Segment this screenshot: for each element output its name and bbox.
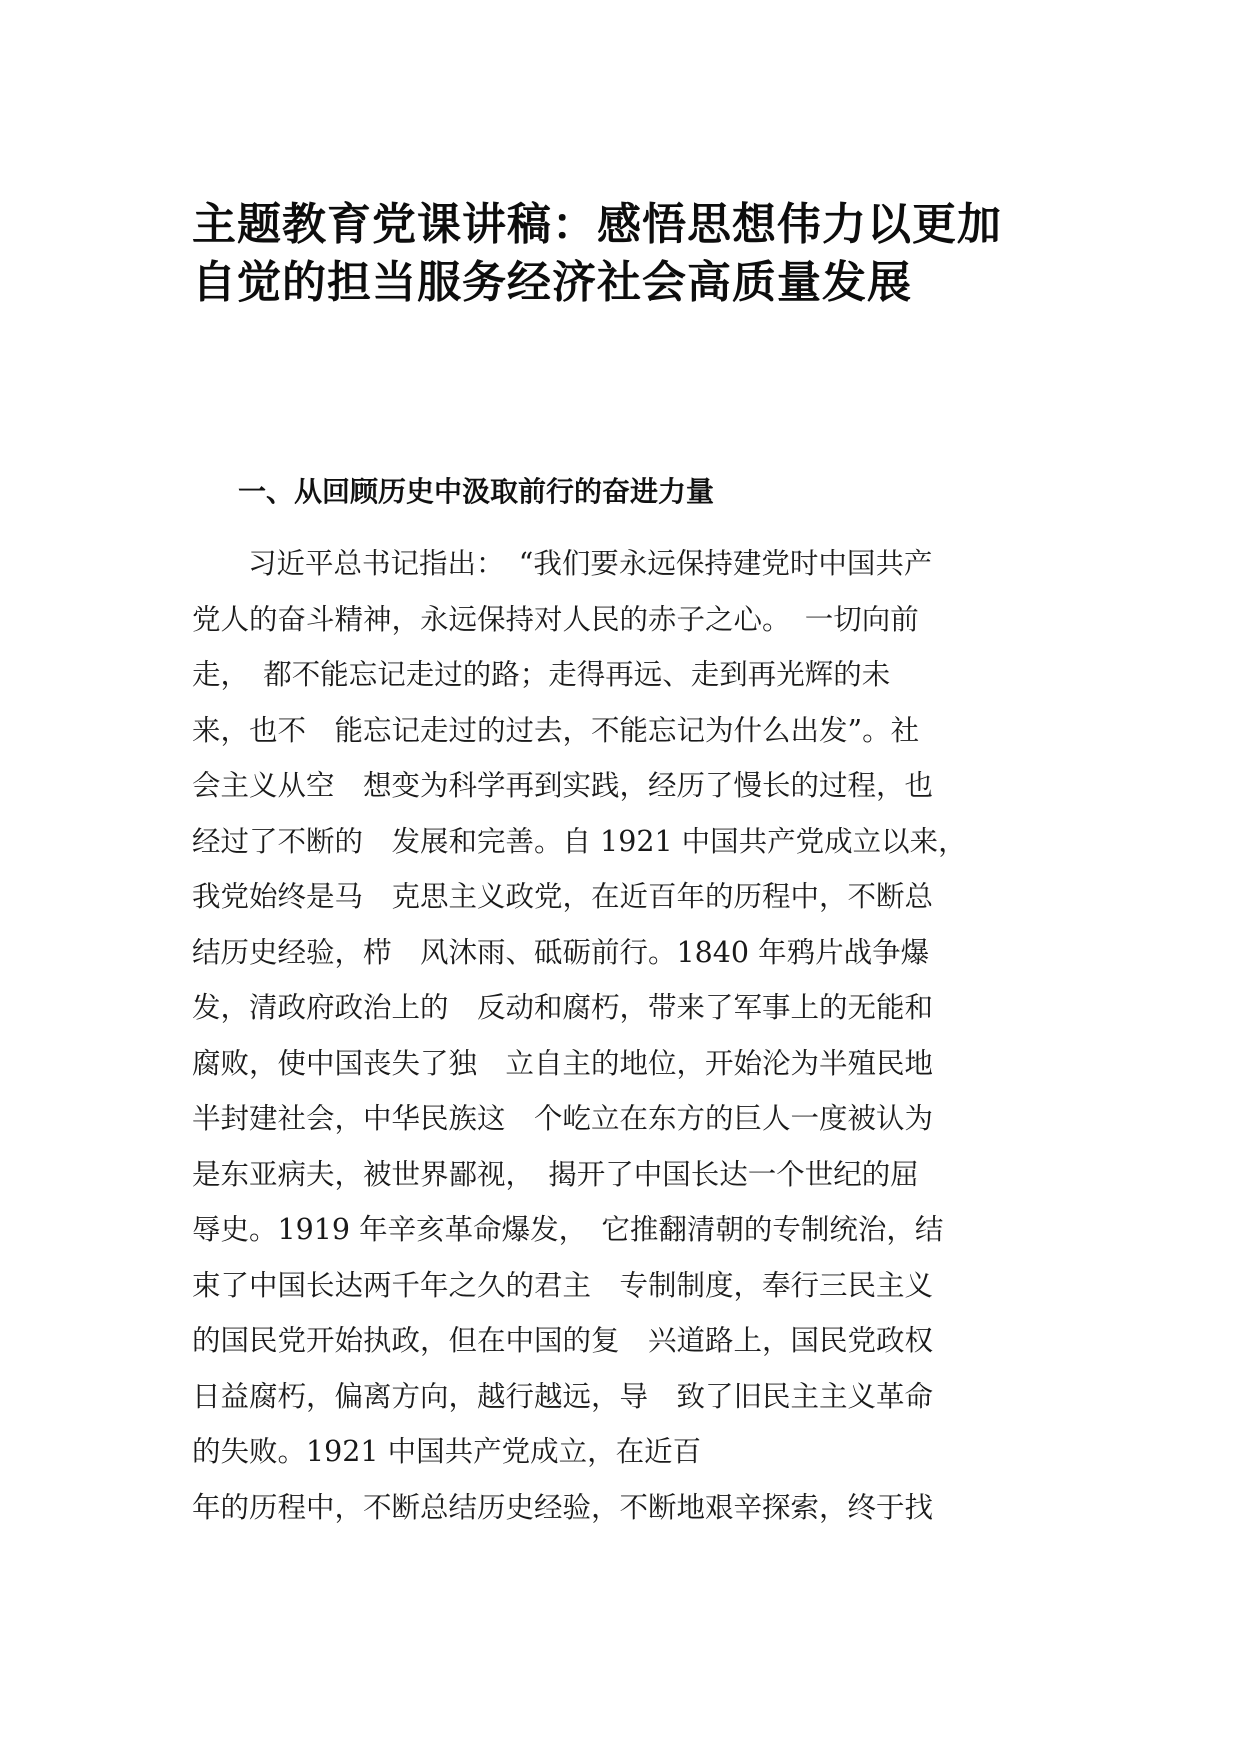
document-title — [192, 196, 1092, 312]
paragraph-line: 结历史经验，栉 风沐雨、砥砺前行。1840 年鸦片战争爆 — [192, 935, 930, 969]
body-paragraph — [192, 536, 1072, 1480]
paragraph-line: 的国民党开始执政，但在中国的复 兴道路上，国民党政权 — [192, 1324, 934, 1357]
paragraph-line: 束了中国长达两千年之久的君主 专制制度，奉行三民主义 — [192, 1268, 934, 1302]
paragraph-line: 会主义从空 想变为科学再到实践，经历了慢长的过程，也 — [192, 769, 934, 802]
paragraph-line: 走， 都不能忘记走过的路；走得再远、走到再光辉的未 — [192, 658, 891, 691]
paragraph-line: 腐败，使中国丧失了独 立自主的地位，开始沦为半殖民地 — [192, 1046, 934, 1080]
paragraph-line: 的失败。1921 中国共产党成立，在近百 — [192, 1435, 702, 1468]
document-title-line: 主题教育党课讲稿：感悟思想伟力以更加 — [192, 199, 1002, 250]
paragraph-line: 来，也不 能忘记走过的过去，不能忘记为什么出发”。社 — [192, 713, 920, 747]
paragraph-line: 是东亚病夫，被世界鄙视， 揭开了中国长达一个世纪的屈 — [192, 1157, 919, 1191]
paragraph-line: 半封建社会，中华民族这 个屹立在东方的巨人一度被认为 — [192, 1102, 934, 1135]
paragraph-line: 党人的奋斗精神，永远保持对人民的赤子之心。 一切向前 — [192, 602, 919, 636]
document-title-line: 自觉的担当服务经济社会高质量发展 — [192, 257, 912, 308]
section-heading: 一、从回顾历史中汲取前行的奋进力量 — [238, 475, 715, 508]
paragraph-line: 日益腐朽，偏离方向，越行越远，导 致了旧民主主义革命 — [192, 1379, 934, 1413]
paragraph-line: 我党始终是马 克思主义政党，在近百年的历程中，不断总 — [192, 880, 934, 913]
continuation-line: 年的历程中，不断总结历史经验，不断地艰辛探索，终于找 — [192, 1491, 934, 1524]
paragraph-line: 发，清政府政治上的 反动和腐朽，带来了军事上的无能和 — [192, 991, 934, 1024]
paragraph-line: 经过了不断的 发展和完善。自 1921 中国共产党成立以来， — [192, 824, 967, 858]
paragraph-line: 辱史。1919 年辛亥革命爆发， 它推翻清朝的专制统治，结 — [192, 1213, 944, 1246]
paragraph-line: 习近平总书记指出： “我们要永远保持建党时中国共产 — [248, 547, 933, 580]
